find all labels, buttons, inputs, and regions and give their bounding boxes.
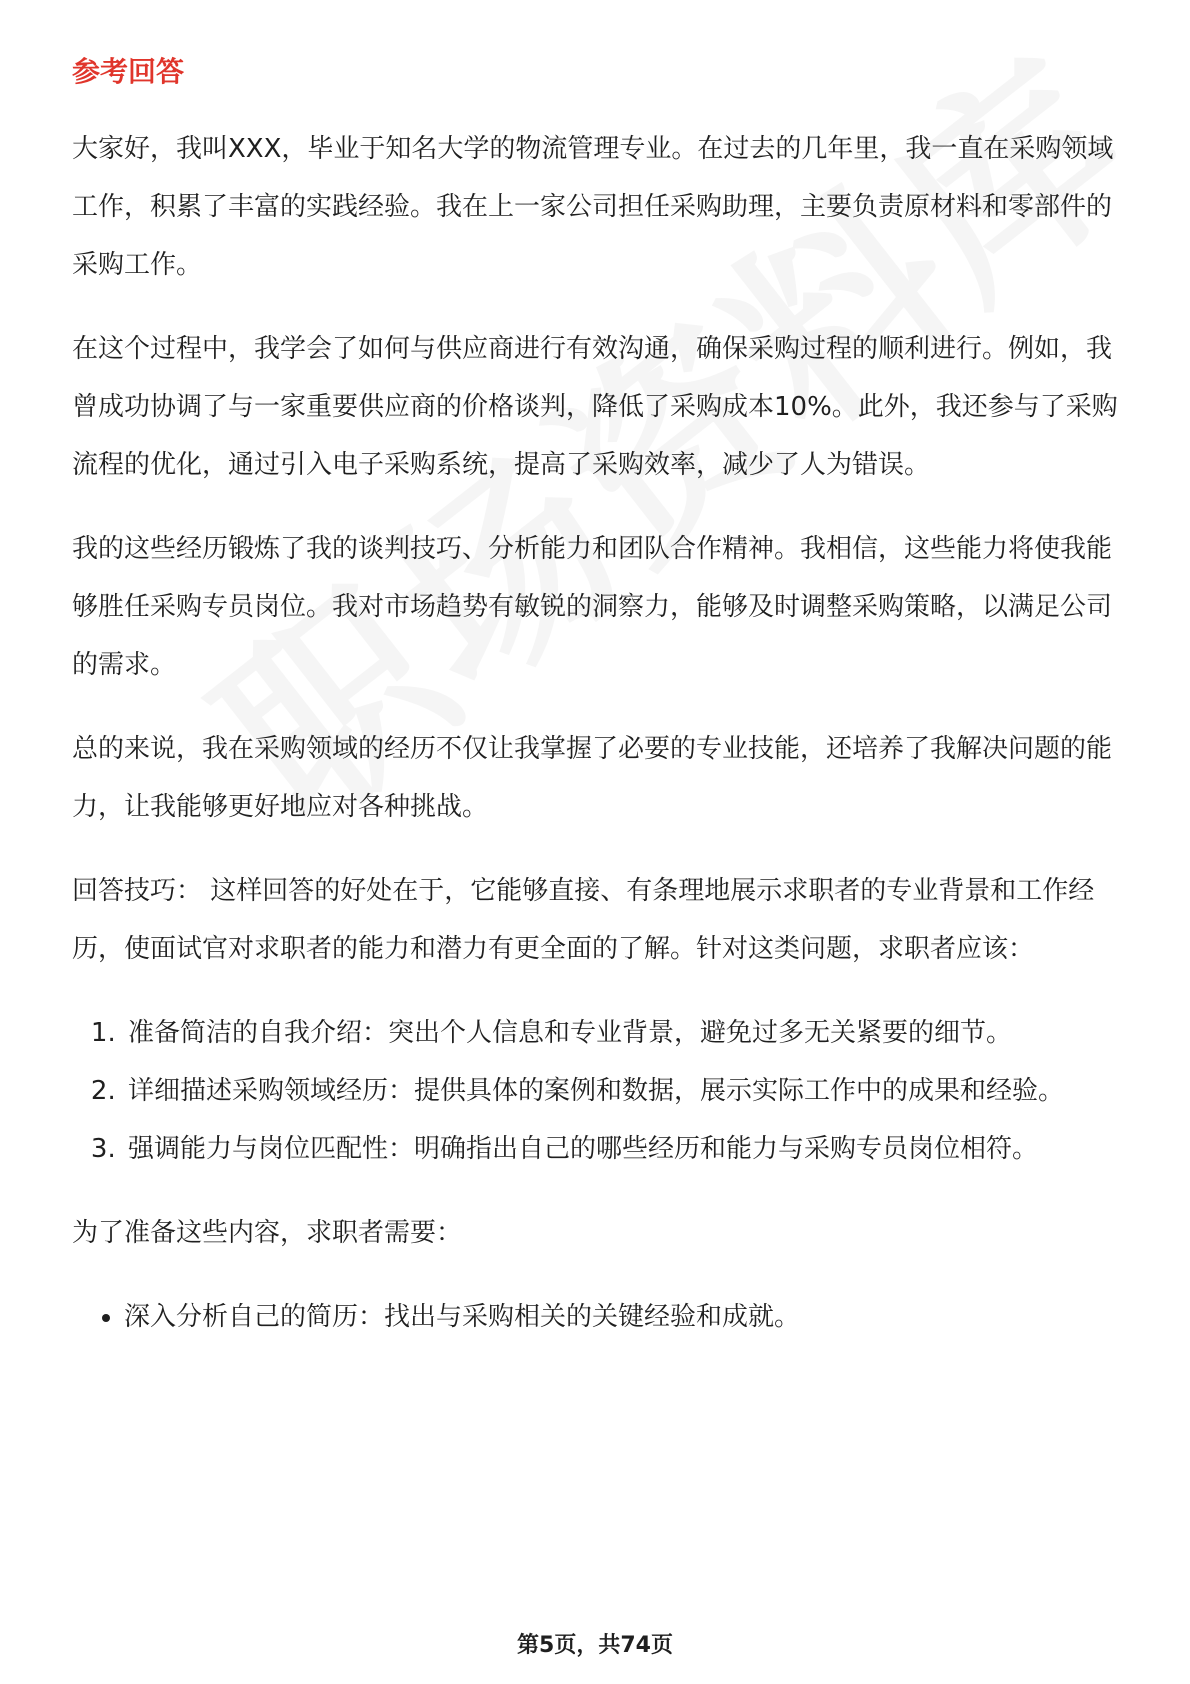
answer-paragraph-3: 我的这些经历锻炼了我的谈判技巧、分析能力和团队合作精神。我相信，这些能力将使我能够胜任采购专员岗位。我对市场趋势有敏锐的洞察力，能够及时调整采购策略，以满足公司的需求。: [72, 534, 1113, 680]
answer-paragraph-2: 在这个过程中，我学会了如何与供应商进行有效沟通，确保采购过程的顺利进行。例如，我曾成功协调了与一家重要供应商的价格谈判，降低了采购成本10%。此外，我还参与了采购流程的优化，通过引入电子采购系统，提高了采购效率，减少了人为错误。: [72, 334, 1118, 480]
section-heading: 参考回答: [72, 55, 185, 88]
list-item: 1. 准备简洁的自我介绍：突出个人信息和专业背景，避免过多无关紧要的细节。: [124, 1004, 1122, 1062]
document-page: [72, 48, 1122, 1372]
prep-list: [72, 1288, 1122, 1346]
prep-intro: 为了准备这些内容，求职者需要：: [72, 1218, 463, 1248]
answer-paragraph-1: 大家好，我叫XXX，毕业于知名大学的物流管理专业。在过去的几年里，我一直在采购领域工作，积累了丰富的实践经验。我在上一家公司担任采购助理，主要负责原材料和零部件的采购工作。: [72, 134, 1114, 280]
answer-paragraph-4: 总的来说，我在采购领域的经历不仅让我掌握了必要的专业技能，还培养了我解决问题的能力，让我能够更好地应对各种挑战。: [72, 734, 1113, 822]
list-item: 3. 强调能力与岗位匹配性：明确指出自己的哪些经历和能力与采购专员岗位相符。: [124, 1120, 1122, 1178]
tips-paragraph: 回答技巧： 这样回答的好处在于，它能够直接、有条理地展示求职者的专业背景和工作经历，使面试官对求职者的能力和潜力有更全面的了解。针对这类问题，求职者应该：: [72, 876, 1095, 964]
list-item: 2. 详细描述采购领域经历：提供具体的案例和数据，展示实际工作中的成果和经验。: [124, 1062, 1122, 1120]
tips-list: [72, 1004, 1122, 1178]
page-number: 第5页，共74页: [517, 1633, 673, 1658]
list-item: • 深入分析自己的简历：找出与采购相关的关键经验和成就。: [124, 1288, 1122, 1346]
